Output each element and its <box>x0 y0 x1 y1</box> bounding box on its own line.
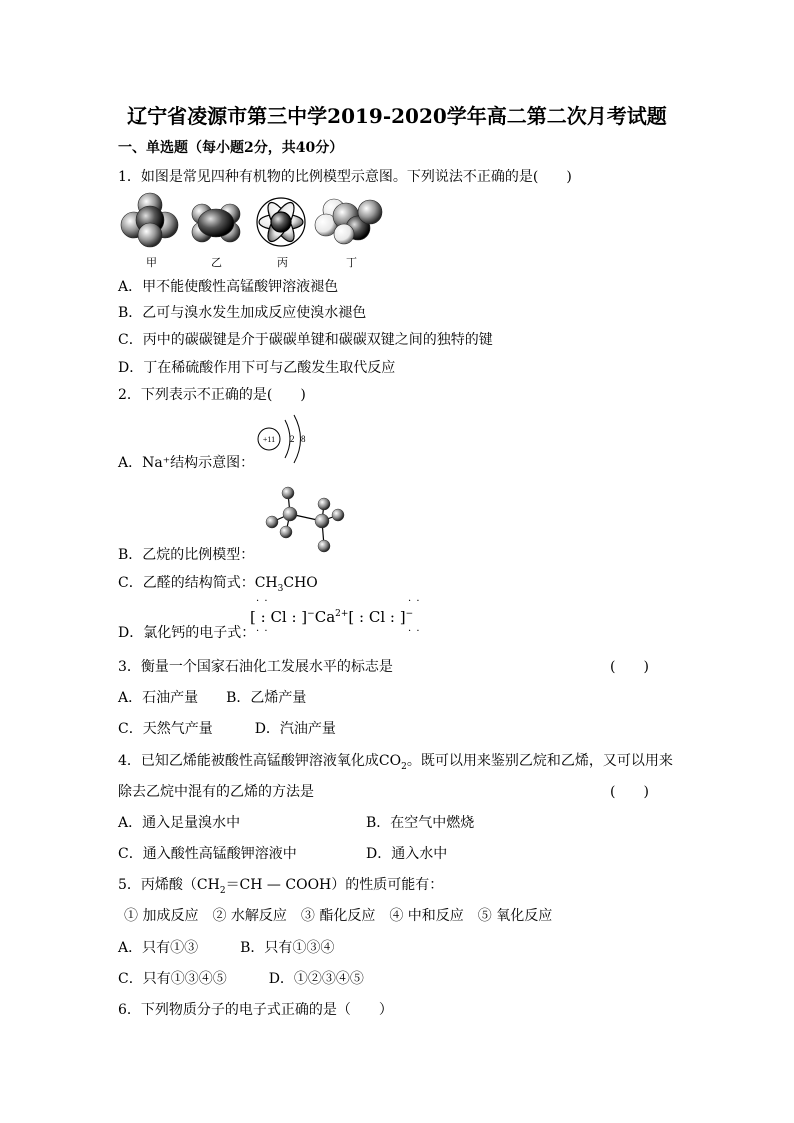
model-label-yi: 乙 <box>211 256 222 269</box>
electron-dots-top-left: · · <box>256 596 269 607</box>
na-nucleus-label: +11 <box>262 435 276 444</box>
model-label-ding: 丁 <box>346 256 357 269</box>
q2-option-a: A．Na⁺结构示意图： <box>118 455 255 471</box>
q5-stem <box>118 874 443 896</box>
benzene-model <box>257 198 305 246</box>
q5-options-row1: A．只有①③ B．只有①③④ <box>118 940 335 956</box>
q5-stem-prefix: 5．丙烯酸（CH <box>118 877 220 893</box>
q2-c-prefix: C．乙醛的结构简式：CH <box>118 575 278 591</box>
q1-option-d: D．丁在稀硫酸作用下可与乙酸发生取代反应 <box>118 360 396 376</box>
q3-answer-paren: ( ) <box>610 659 649 675</box>
cl-right-bracket: [ : Cl : ] <box>348 608 406 626</box>
q3-stem: 3．衡量一个国家石油化工发展水平的标志是 <box>118 659 393 675</box>
cl-right-charge: − <box>405 609 414 619</box>
cl-left-charge: − <box>307 609 315 619</box>
electron-dots-bottom-left: · · <box>256 626 269 637</box>
electron-dots-bottom-right: · · <box>408 626 421 637</box>
q5-stem-subscript: 2 <box>219 885 226 896</box>
q2-option-b: B．乙烷的比例模型： <box>118 547 255 563</box>
ca-symbol: Ca <box>314 608 336 626</box>
ethanol-model <box>315 199 382 244</box>
q2-c-suffix: CHO <box>283 575 318 591</box>
q4-option-b: B．在空气中燃烧 <box>366 815 475 831</box>
molecule-models-figure <box>118 192 388 252</box>
na-ion-structure-diagram <box>255 412 315 468</box>
page-title: 辽宁省凌源市第三中学2019-2020学年高二第二次月考试题 <box>127 104 667 128</box>
q1-option-b: B．乙可与溴水发生加成反应使溴水褪色 <box>118 305 367 321</box>
q1-option-a: A．甲不能使酸性高锰酸钾溶液褪色 <box>118 279 339 295</box>
q4-option-d: D．通入水中 <box>366 846 448 862</box>
q3-options-row1: A．石油产量 B．乙烯产量 <box>118 690 307 706</box>
q4-stem-part2: 。既可以用来鉴别乙烷和乙烯，又可以用来 <box>406 753 673 769</box>
q5-properties: ① 加成反应 ② 水解反应 ③ 酯化反应 ④ 中和反应 ⑤ 氧化反应 <box>124 908 553 924</box>
q5-options-row2: C．只有①③④⑤ D．①②③④⑤ <box>118 971 364 987</box>
ethane-model-diagram <box>260 484 350 554</box>
na-shell-1: 2 <box>290 434 295 444</box>
ca-charge: 2+ <box>335 609 349 619</box>
q4-stem-line2: 除去乙烷中混有的乙烯的方法是 <box>118 784 314 800</box>
q2-c-subscript: 3 <box>277 583 284 594</box>
q4-stem-part1: 4．已知乙烯能被酸性高锰酸钾溶液氧化成CO <box>118 753 402 769</box>
ethylene-model <box>192 204 240 242</box>
q4-option-a: A．通入足量溴水中 <box>118 815 241 831</box>
methane-model <box>121 193 178 247</box>
model-label-bing: 丙 <box>277 256 288 269</box>
q1-stem: 1．如图是常见四种有机物的比例模型示意图。下列说法不正确的是( ) <box>118 169 572 185</box>
q6-stem: 6．下列物质分子的电子式正确的是（ ） <box>118 1002 393 1018</box>
model-label-jia: 甲 <box>146 256 157 269</box>
q2-option-c <box>118 572 318 594</box>
q4-answer-paren: ( ) <box>610 784 649 800</box>
q2-stem: 2．下列表示不正确的是( ) <box>118 387 306 403</box>
cacl2-electron-formula <box>250 608 413 626</box>
electron-dots-top-right: · · <box>408 596 421 607</box>
q2-option-d: D．氯化钙的电子式： <box>118 625 256 641</box>
q5-stem-suffix: ＝CH — COOH）的性质可能有： <box>225 877 444 893</box>
na-shell-2: 8 <box>301 434 306 444</box>
cl-left-bracket: [ : Cl : ] <box>250 608 308 626</box>
section-heading: 一、单选题（每小题2分，共40分） <box>118 140 344 156</box>
q3-options-row2: C．天然气产量 D．汽油产量 <box>118 721 336 737</box>
q4-stem-subscript: 2 <box>401 761 407 772</box>
q4-stem-line1 <box>118 750 673 772</box>
q4-option-c: C．通入酸性高锰酸钾溶液中 <box>118 846 297 862</box>
q1-option-c: C．丙中的碳碳键是介于碳碳单键和碳碳双键之间的独特的键 <box>118 332 493 348</box>
